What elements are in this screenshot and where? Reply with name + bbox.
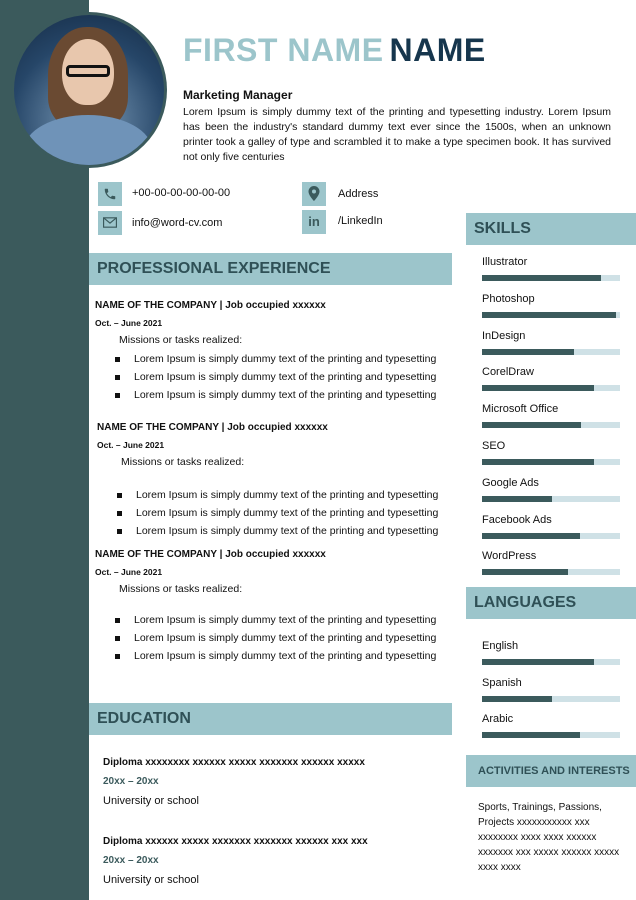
job-dates: Oct. – June 2021 <box>95 567 163 577</box>
phone-icon <box>98 182 122 206</box>
profile-photo-frame <box>11 12 167 168</box>
degree: Diploma xxxxxxxx xxxxxx xxxxx xxxxxxx xxxxxx xxxxx <box>103 757 365 768</box>
skill-name: Google Ads <box>482 476 539 489</box>
interests-header: ACTIVITIES AND INTERESTS <box>466 755 636 787</box>
task-item: Lorem Ipsum is simply dummy text of the printing and typesetting <box>95 629 455 647</box>
language-level-bar <box>482 696 620 702</box>
skill-item <box>482 366 622 378</box>
language-level-fill <box>482 732 580 738</box>
skill-level-fill <box>482 569 568 575</box>
education-header: EDUCATION <box>89 703 452 735</box>
language-level-bar <box>482 732 620 738</box>
task-item: Lorem Ipsum is simply dummy text of the printing and typesetting <box>97 486 457 504</box>
skill-level-fill <box>482 422 581 428</box>
company-line: NAME OF THE COMPANY | Job occupied xxxxxx <box>95 549 326 560</box>
skill-item <box>482 514 622 526</box>
skill-level-bar <box>482 349 620 355</box>
education-entry-2 <box>103 836 443 886</box>
language-item <box>482 640 622 652</box>
experience-entry-3 <box>95 549 455 665</box>
job-dates: Oct. – June 2021 <box>95 318 163 328</box>
task-list <box>95 350 455 404</box>
skill-name: Microsoft Office <box>482 403 559 416</box>
interests-text: Sports, Trainings, Passions, Projects xxxxxxxxxxx xxx xxxxxxxx xxxx xxxx xxxxxx xxxxxxx xxx xxxxx xxxxxx xxxxx xxxx xxxx <box>478 802 620 873</box>
phone-text: +00-00-00-00-00-00 <box>132 187 231 199</box>
skill-name: InDesign <box>482 329 526 342</box>
skill-item <box>482 550 622 562</box>
job-title: Marketing Manager <box>183 88 293 102</box>
skill-item <box>482 440 622 452</box>
task-item: Lorem Ipsum is simply dummy text of the printing and typesetting <box>95 611 455 629</box>
missions-label: Missions or tasks realized: <box>119 583 243 595</box>
skill-name: Illustrator <box>482 256 528 268</box>
skill-name: Facebook Ads <box>482 513 552 526</box>
skill-name: WordPress <box>482 550 537 563</box>
task-item: Lorem Ipsum is simply dummy text of the printing and typesetting <box>97 504 457 522</box>
full-name <box>183 32 486 69</box>
task-item: Lorem Ipsum is simply dummy text of the printing and typesetting <box>97 522 457 540</box>
school: University or school <box>103 795 199 807</box>
skill-level-fill <box>482 385 594 391</box>
company-line: NAME OF THE COMPANY | Job occupied xxxxxx <box>95 300 326 311</box>
skill-level-bar <box>482 459 620 465</box>
mail-icon <box>98 211 122 235</box>
language-item <box>482 713 622 725</box>
language-name: Spanish <box>482 676 522 689</box>
company-line: NAME OF THE COMPANY | Job occupied xxxxxx <box>97 422 328 433</box>
task-list <box>95 611 455 665</box>
task-item: Lorem Ipsum is simply dummy text of the printing and typesetting <box>95 386 455 404</box>
missions-label: Missions or tasks realized: <box>119 334 243 346</box>
task-item: Lorem Ipsum is simply dummy text of the printing and typesetting <box>95 368 455 386</box>
skill-level-bar <box>482 496 620 502</box>
skill-name: Photoshop <box>482 292 535 305</box>
skill-item <box>482 293 622 305</box>
education-years: 20xx – 20xx <box>103 776 159 787</box>
languages-header: LANGUAGES <box>466 587 636 619</box>
skill-level-fill <box>482 459 594 465</box>
skill-name: SEO <box>482 440 506 452</box>
task-item: Lorem Ipsum is simply dummy text of the printing and typesetting <box>95 647 455 665</box>
skill-level-fill <box>482 312 616 318</box>
profile-photo <box>14 15 164 165</box>
experience-header: PROFESSIONAL EXPERIENCE <box>89 253 452 285</box>
skill-item <box>482 477 622 489</box>
skill-level-fill <box>482 349 574 355</box>
education-years: 20xx – 20xx <box>103 855 159 866</box>
profile-summary: Lorem Ipsum is simply dummy text of the printing and typesetting industry. Lorem Ipsum has been the industry's standard dummy text ever since the 1500s, when an unknown printer took a galley of type and scrambled it to make a type specimen book. It has survived not only five centuries <box>183 106 611 163</box>
skill-level-bar <box>482 569 620 575</box>
skill-item <box>482 330 622 342</box>
skill-item <box>482 256 622 268</box>
skill-item <box>482 403 622 415</box>
first-name: FIRST NAME <box>183 32 384 68</box>
skill-level-bar <box>482 275 620 281</box>
task-item: Lorem Ipsum is simply dummy text of the printing and typesetting <box>95 350 455 368</box>
skill-level-bar <box>482 312 620 318</box>
school: University or school <box>103 874 199 886</box>
language-level-bar <box>482 659 620 665</box>
email-text: info@word-cv.com <box>132 217 223 229</box>
skills-header: SKILLS <box>466 213 636 245</box>
location-pin-icon <box>302 182 326 206</box>
last-name: NAME <box>389 32 486 68</box>
degree: Diploma xxxxxx xxxxx xxxxxxx xxxxxxx xxxxxx xxx xxx <box>103 836 368 847</box>
experience-entry-2 <box>97 422 457 540</box>
language-level-fill <box>482 659 594 665</box>
education-entry-1 <box>103 757 443 807</box>
job-dates: Oct. – June 2021 <box>97 440 165 450</box>
missions-label: Missions or tasks realized: <box>121 456 245 468</box>
skill-level-bar <box>482 385 620 391</box>
language-item <box>482 677 622 689</box>
language-level-fill <box>482 696 552 702</box>
skill-level-fill <box>482 275 601 281</box>
skill-level-fill <box>482 533 580 539</box>
language-name: Arabic <box>482 713 514 725</box>
language-name: English <box>482 640 519 652</box>
skill-level-bar <box>482 422 620 428</box>
experience-entry-1 <box>95 300 455 404</box>
task-list <box>97 486 457 540</box>
address-text: Address <box>338 188 379 200</box>
linkedin-text: /LinkedIn <box>338 215 383 227</box>
skill-level-fill <box>482 496 552 502</box>
linkedin-icon: in <box>302 210 326 234</box>
skill-name: CorelDraw <box>482 366 534 379</box>
skill-level-bar <box>482 533 620 539</box>
